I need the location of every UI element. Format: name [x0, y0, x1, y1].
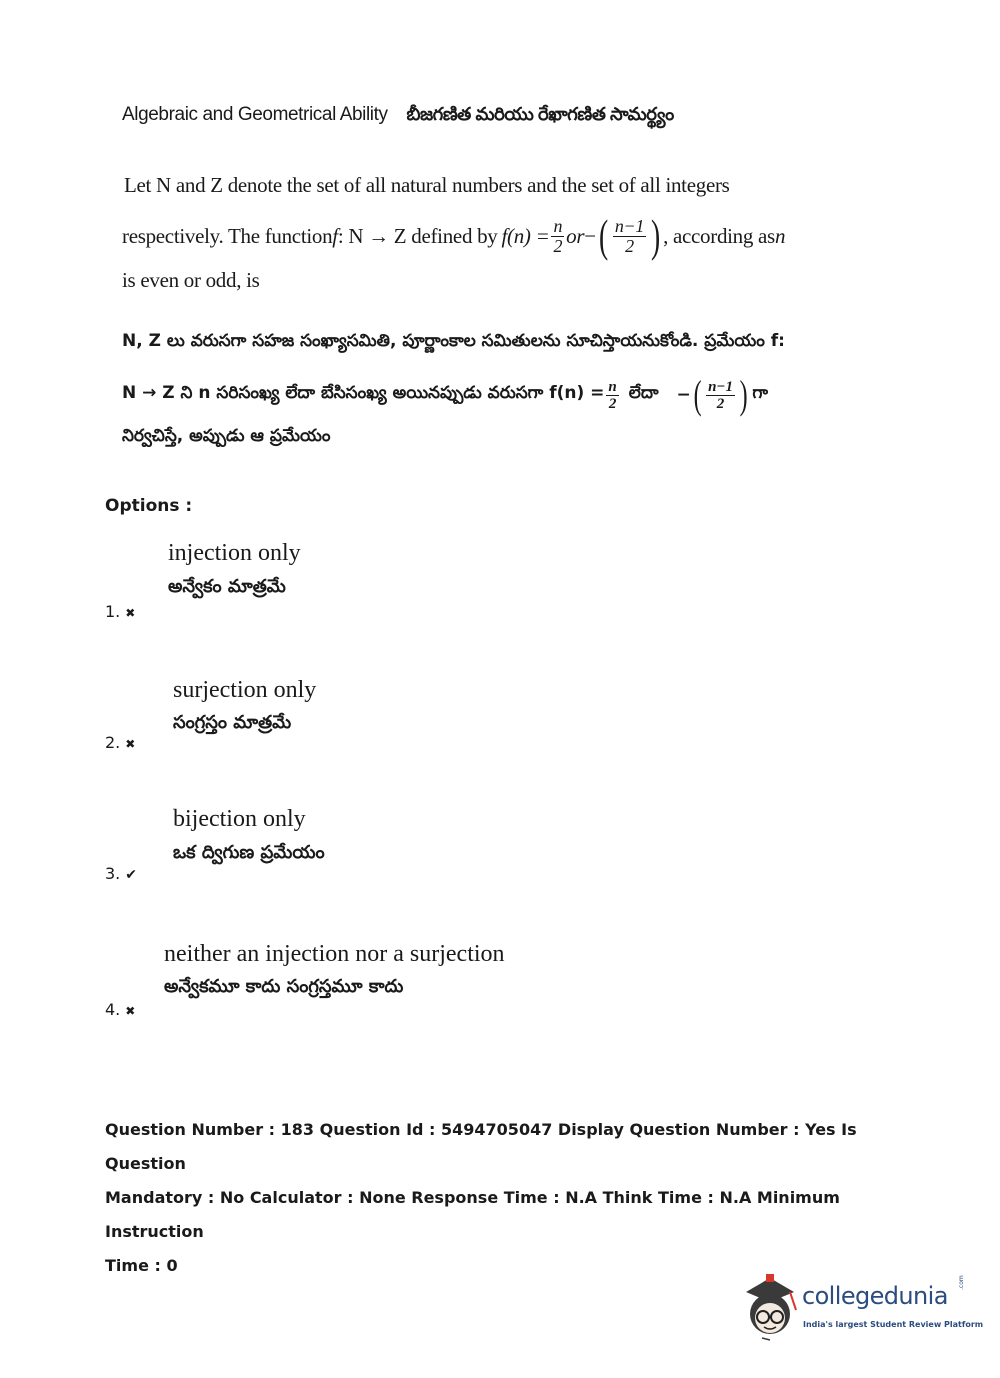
q-en-or: or — [566, 223, 585, 248]
q-en-right-paren: ) — [651, 210, 661, 261]
logo-com: .com — [958, 1275, 965, 1290]
q-en-fn: f(n) = — [501, 223, 550, 248]
q-en-text-b: , according as — [663, 223, 775, 248]
q-te-text-a: N → Z ని n సరిసంఖ్య లేదా బేసిసంఖ్య అయినప్పుడు వరుసగా f(n) = — [122, 383, 605, 403]
q-en-map: : N → Z defined by — [337, 223, 498, 248]
q-en-frac-num: n — [553, 215, 563, 236]
q-en-frac2-den: 2 — [625, 235, 634, 256]
cross-icon: ✖ — [125, 606, 136, 620]
logo-tagline: India's largest Student Review Platform — [803, 1320, 984, 1329]
section-title-en: Algebraic and Geometrical Ability — [122, 104, 388, 125]
question-en-line-3: is even or odd, is — [122, 268, 260, 292]
q-en-frac-n-over-2 — [551, 217, 564, 256]
q-en-frac-den: 2 — [553, 235, 563, 256]
logo-mascot-icon — [740, 1272, 802, 1344]
q-te-right-paren: ) — [739, 372, 748, 417]
question-en-line-2 — [122, 208, 785, 264]
q-en-var-n: n — [774, 223, 786, 248]
option-4-number[interactable] — [105, 1000, 135, 1019]
option-2-en: surjection only — [173, 677, 317, 703]
q-te-minus: − — [676, 385, 691, 405]
option-1-index: 1. — [105, 602, 121, 621]
q-en-f: f — [332, 223, 338, 248]
logo-wordmark: collegedunia — [802, 1282, 948, 1310]
q-te-frac-den: 2 — [608, 395, 617, 412]
option-3-index: 3. — [105, 864, 121, 883]
meta-line-1: Question Number : 183 Question Id : 5494705047 Display Question Number : Yes Is Question — [105, 1120, 857, 1173]
q-te-frac-n-over-2 — [606, 379, 618, 412]
option-2-index: 2. — [105, 733, 121, 752]
question-metadata — [105, 1113, 925, 1283]
option-1-te: అన్వేకం మాత్రమే — [168, 576, 286, 597]
option-1-number[interactable] — [105, 602, 135, 621]
q-en-left-paren: ( — [598, 210, 608, 261]
section-title-te: బీజగణిత మరియు రేఖాగణిత సామర్థ్యం — [406, 104, 674, 124]
question-te-line-2 — [122, 368, 768, 422]
option-4-index: 4. — [105, 1000, 121, 1019]
option-2-number[interactable] — [105, 733, 135, 752]
option-2-te: సంగ్రస్తం మాత్రమే — [173, 712, 292, 733]
option-4-en: neither an injection nor a surjection — [164, 941, 505, 967]
option-3-en: bijection only — [173, 806, 306, 832]
q-en-text-a: respectively. The function — [122, 223, 333, 248]
q-te-leda: లేదా — [628, 383, 659, 403]
question-te-line-3: నిర్వచిస్తే, అప్పుడు ఆ ప్రమేయం — [122, 426, 331, 446]
option-1-en: injection only — [168, 540, 301, 566]
question-te-line-1: N, Z లు వరుసగా సహజ సంఖ్యాసమితి, పూర్ణాంకాల సమితులను సూచిస్తాయనుకోండి. ప్రమేయం f: — [122, 331, 785, 351]
q-en-frac2-num: n−1 — [614, 215, 645, 236]
cross-icon: ✖ — [125, 737, 136, 751]
q-en-frac-nm1-over-2 — [613, 217, 646, 256]
meta-line-2: Mandatory : No Calculator : None Response Time : N.A Think Time : N.A Minimum Instruction — [105, 1188, 840, 1241]
collegedunia-logo — [740, 1272, 984, 1344]
q-te-frac2-num: n−1 — [708, 378, 734, 395]
q-te-frac-num: n — [608, 378, 617, 395]
question-en-line-1: Let N and Z denote the set of all natural numbers and the set of all integers — [124, 173, 730, 197]
section-title — [122, 104, 674, 129]
q-te-frac-nm1-over-2 — [706, 379, 735, 412]
options-label: Options : — [105, 496, 193, 516]
cross-icon: ✖ — [125, 1004, 136, 1018]
meta-line-3: Time : 0 — [105, 1256, 178, 1275]
option-4-te: అన్వేకమూ కాదు సంగ్రస్తమూ కాదు — [164, 976, 404, 997]
q-te-frac2-den: 2 — [716, 395, 725, 412]
q-te-left-paren: ( — [693, 372, 702, 417]
option-3-te: ఒక ద్విగుణ ప్రమేయం — [173, 842, 325, 863]
q-en-minus: − — [584, 223, 596, 248]
check-icon: ✔ — [125, 867, 137, 883]
q-te-ga: గా — [752, 383, 769, 403]
option-3-number[interactable] — [105, 864, 137, 883]
